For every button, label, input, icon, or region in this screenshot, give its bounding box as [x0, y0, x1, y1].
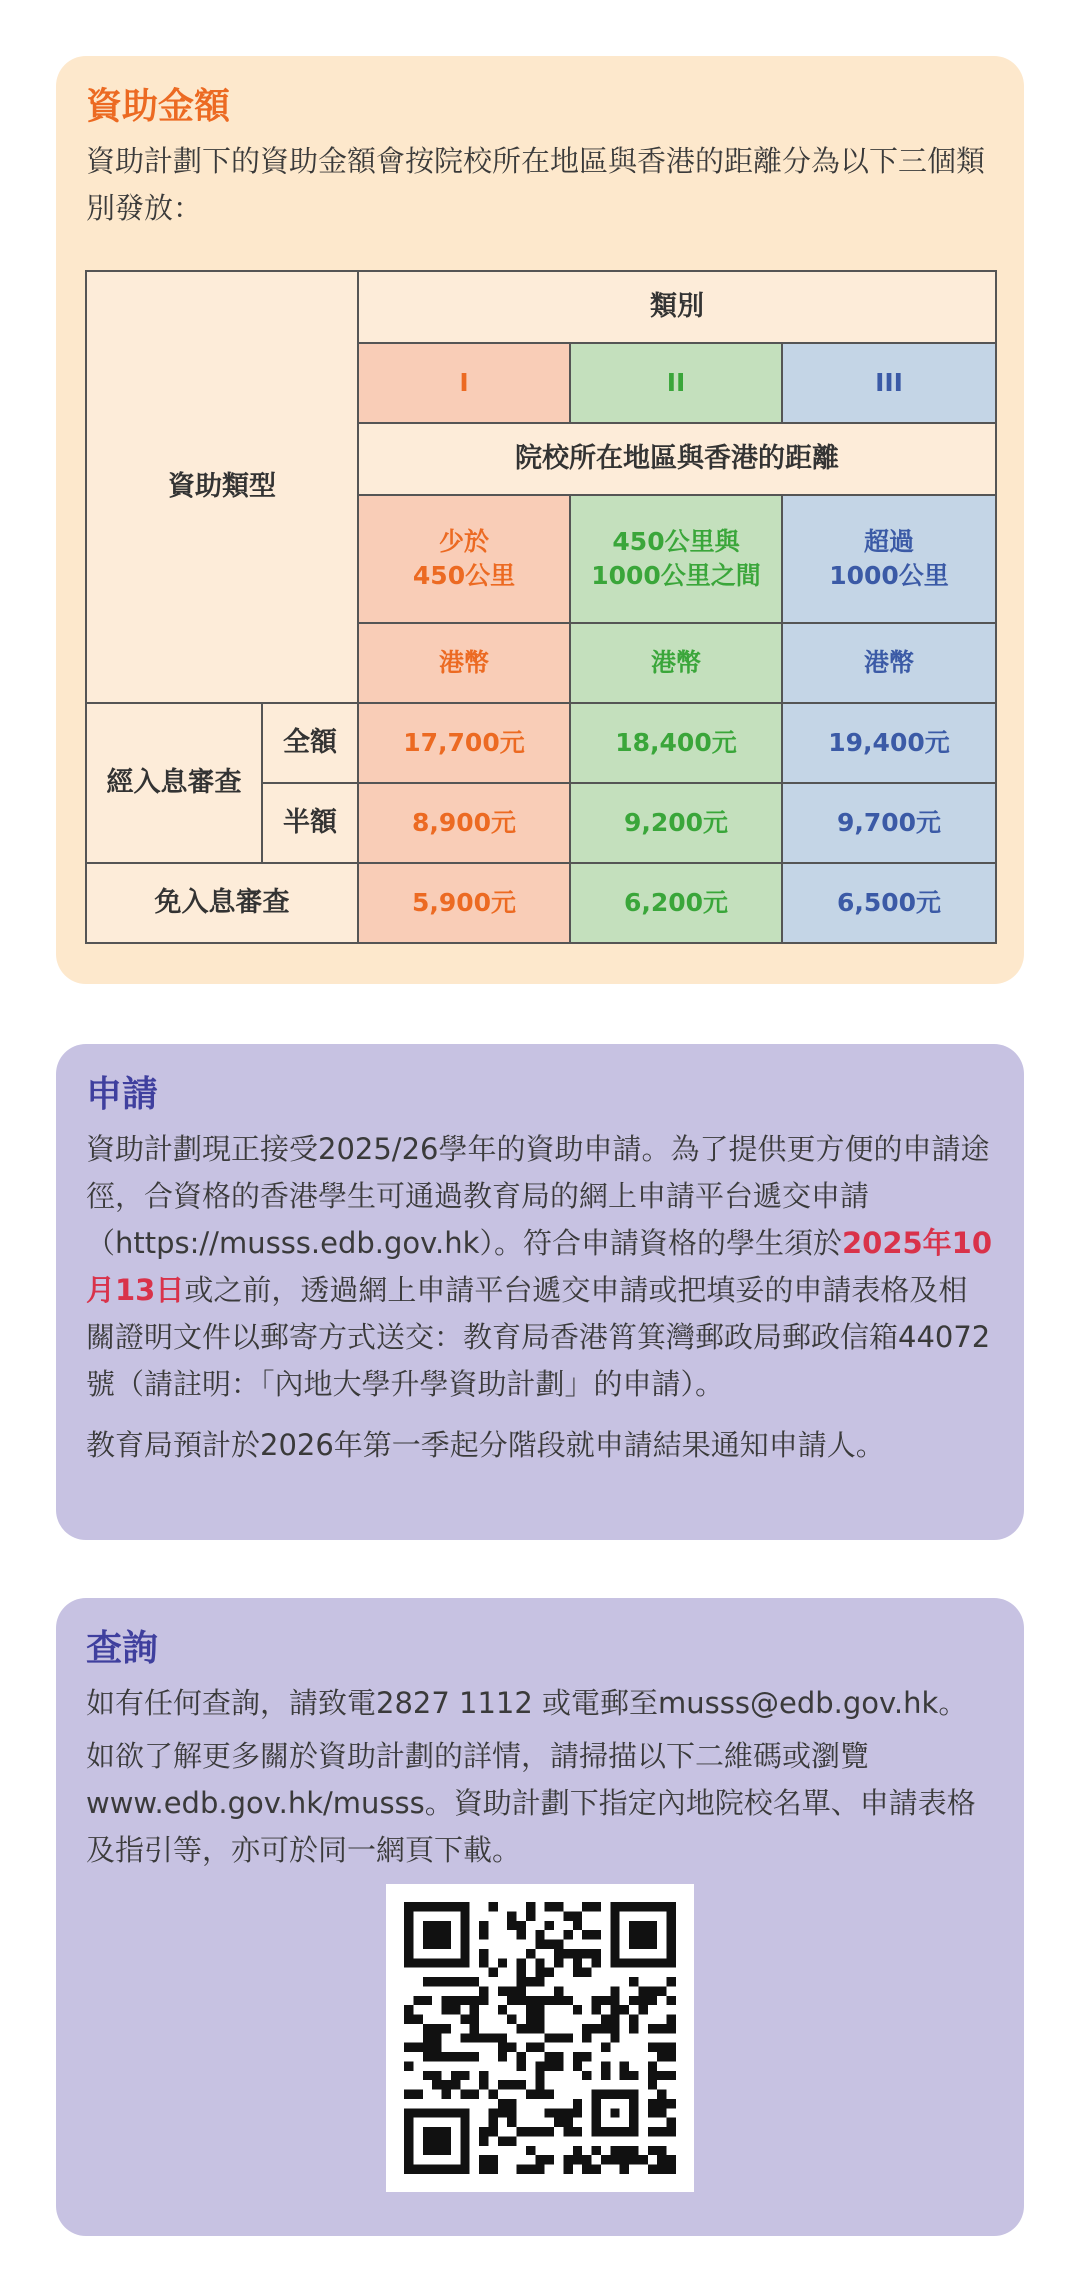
distance-2-line1: 450公里與 — [612, 527, 740, 556]
non-means-amount-1: 5,900元 — [358, 863, 570, 943]
apply-title: 申請 — [86, 1074, 159, 1115]
currency-1: 港幣 — [358, 623, 570, 703]
distance-header: 院校所在地區與香港的距離 — [358, 423, 996, 495]
apply-card — [56, 1044, 1024, 1540]
distance-3 — [782, 495, 996, 623]
category-1: I — [358, 343, 570, 423]
means-tested-label: 經入息審查 — [86, 703, 262, 863]
distance-2-line2: 1000公里之間 — [591, 561, 761, 590]
category-3: III — [782, 343, 996, 423]
apply-deadline: 2025年10月13日 — [86, 1226, 993, 1307]
non-means-amount-2: 6,200元 — [570, 863, 782, 943]
qr-code-icon — [404, 1902, 676, 2174]
half-amount-1: 8,900元 — [358, 783, 570, 863]
full-amount-1: 17,700元 — [358, 703, 570, 783]
distance-3-line1: 超過 — [864, 527, 915, 556]
funding-table — [85, 270, 997, 944]
subsidy-type-header: 資助類型 — [86, 271, 358, 703]
funding-card — [56, 56, 1024, 984]
apply-text-after-deadline: 或之前，透過網上申請平台遞交申請或把填妥的申請表格及相關證明文件以郵寄方式送交：教育局香港筲箕灣郵政局郵政信箱44072號（請註明：「內地大學升學資助計劃」的申請）。 — [86, 1273, 991, 1401]
apply-paragraph-2: 教育局預計於2026年第一季起分階段就申請結果通知申請人。 — [86, 1428, 885, 1462]
half-amount-3: 9,700元 — [782, 783, 996, 863]
apply-paragraph-1 — [86, 1126, 994, 1408]
half-label: 半額 — [262, 783, 358, 863]
enquiry-title: 查詢 — [86, 1628, 159, 1669]
full-amount-3: 19,400元 — [782, 703, 996, 783]
distance-1-line1: 少於 — [438, 527, 489, 556]
distance-1 — [358, 495, 570, 623]
half-amount-2: 9,200元 — [570, 783, 782, 863]
enquiry-paragraph-2: 如欲了解更多關於資助計劃的詳情，請掃描以下二維碼或瀏覽www.edb.gov.hk/musss。資助計劃下指定內地院校名單、申請表格及指引等，亦可於同一網頁下載。 — [86, 1739, 976, 1867]
enquiry-paragraph-1: 如有任何查詢，請致電2827 1112 或電郵至musss@edb.gov.hk。 — [86, 1686, 968, 1720]
qr-code[interactable] — [386, 1884, 694, 2192]
non-means-tested-label: 免入息審查 — [86, 863, 358, 943]
category-2: II — [570, 343, 782, 423]
non-means-amount-3: 6,500元 — [782, 863, 996, 943]
apply-text-before-deadline: 資助計劃現正接受2025/26學年的資助申請。為了提供更方便的申請途徑，合資格的香港學生可通過教育局的網上申請平台遞交申請（https://musss.edb.gov.hk）。符合申請資格的學生須於 — [86, 1132, 990, 1260]
distance-1-line2: 450公里 — [412, 561, 516, 590]
funding-intro: 資助計劃下的資助金額會按院校所在地區與香港的距離分為以下三個類別發放： — [86, 144, 986, 225]
distance-2 — [570, 495, 782, 623]
distance-3-line2: 1000公里 — [829, 561, 949, 590]
full-amount-2: 18,400元 — [570, 703, 782, 783]
currency-3: 港幣 — [782, 623, 996, 703]
funding-title: 資助金額 — [86, 86, 231, 127]
enquiry-card — [56, 1598, 1024, 2236]
full-label: 全額 — [262, 703, 358, 783]
category-header: 類別 — [358, 271, 996, 343]
currency-2: 港幣 — [570, 623, 782, 703]
